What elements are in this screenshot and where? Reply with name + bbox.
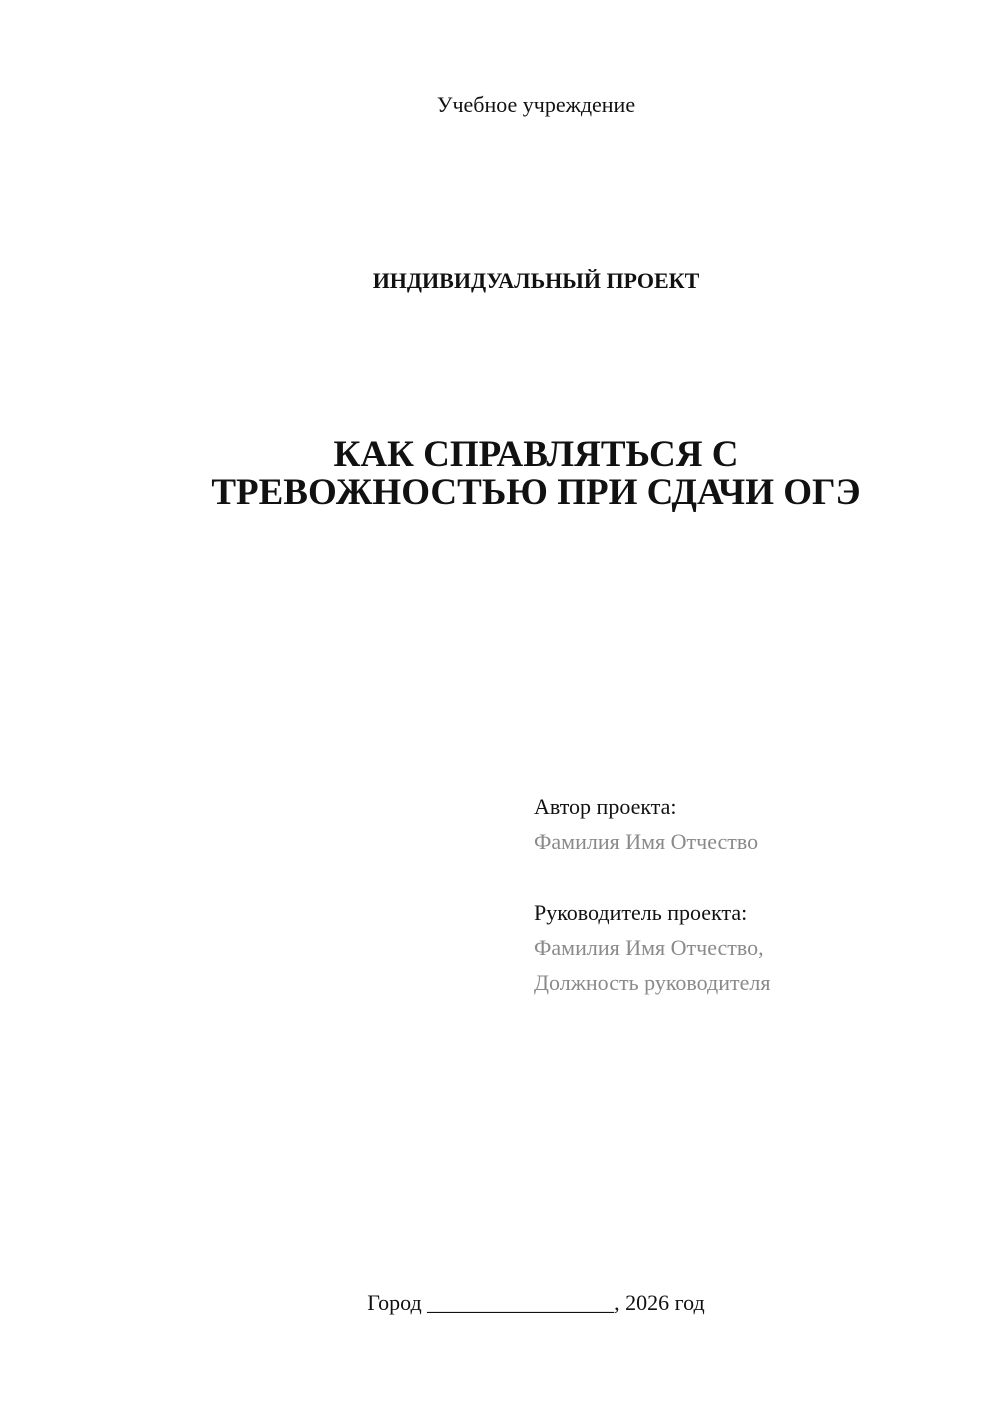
institution-name: Учебное учреждение [436, 92, 636, 117]
credits-block [534, 789, 770, 1000]
city-year-line: Город _________________, 2026 год [367, 1290, 705, 1315]
supervisor-name: Фамилия Имя Отчество, [534, 935, 764, 960]
author-name: Фамилия Имя Отчество [534, 829, 759, 854]
project-title-line-1: КАК СПРАВЛЯТЬСЯ С [333, 434, 739, 475]
supervisor-label: Руководитель проекта: [534, 900, 748, 925]
project-type-heading: ИНДИВИДУАЛЬНЫЙ ПРОЕКТ [372, 268, 700, 293]
credits-spacer [534, 859, 770, 895]
supervisor-position: Должность руководителя [534, 970, 771, 995]
project-title-line-2: ТРЕВОЖНОСТЬЮ ПРИ СДАЧИ ОГЭ [211, 472, 861, 513]
project-title [0, 436, 1000, 512]
author-label: Автор проекта: [534, 794, 677, 819]
